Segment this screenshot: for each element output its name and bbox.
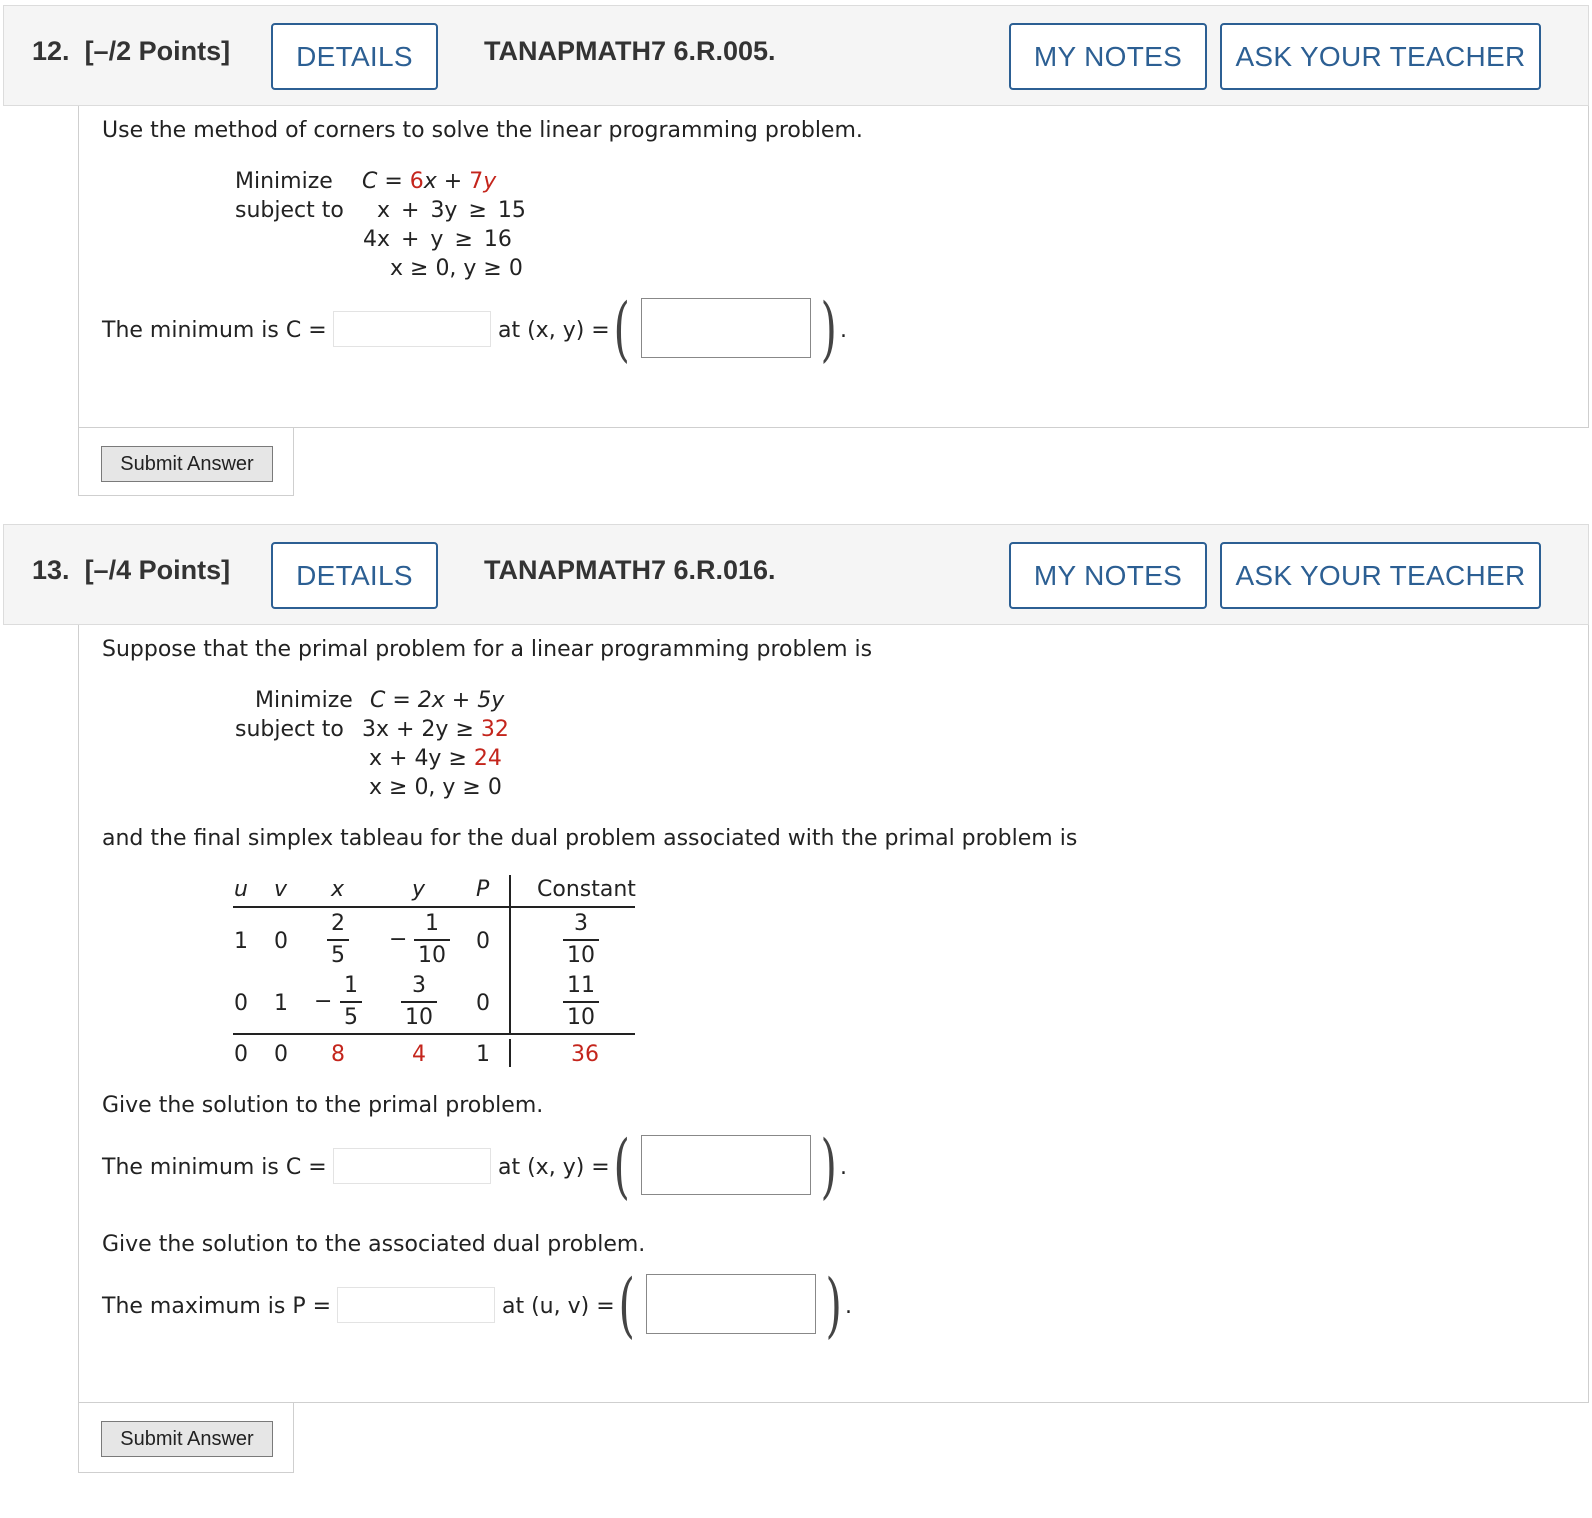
q12-min-label: The minimum is C = xyxy=(102,318,327,343)
tableau-r3-constant: 36 xyxy=(571,1042,599,1067)
q13-dual-prompt: Give the solution to the associated dual problem. xyxy=(102,1232,646,1257)
q13-max-p-input[interactable] xyxy=(337,1287,495,1323)
tableau-r3-u: 0 xyxy=(234,1042,248,1067)
q12-objective: C = 6x + 7y xyxy=(362,169,497,194)
tableau-r2-constant: 11 10 xyxy=(562,971,600,1033)
tableau-r3-p: 1 xyxy=(476,1042,490,1067)
q12-period: . xyxy=(840,318,847,343)
tableau-r2-p: 0 xyxy=(476,991,490,1016)
q12-min-c-input[interactable] xyxy=(333,311,491,347)
tableau-header-p: P xyxy=(476,877,490,902)
q12-left-paren: ( xyxy=(613,288,630,370)
q13-uv-left-paren: ( xyxy=(618,1264,635,1346)
tableau-r3-y: 4 xyxy=(412,1042,426,1067)
q13-constraint-2: x + 4y ≥ 24 xyxy=(369,746,502,771)
q12-at-xy-label: at (x, y) = xyxy=(498,318,610,343)
q13-tableau-intro: and the final simplex tableau for the dual problem associated with the primal problem is xyxy=(102,826,1078,851)
tableau-r1-v: 0 xyxy=(274,929,288,954)
tableau-r2-x: 1 5 xyxy=(338,971,364,1033)
q12-problem-code: TANAPMATH7 6.R.005. xyxy=(484,36,776,66)
tableau-r3-v: 0 xyxy=(274,1042,288,1067)
q12-details-button[interactable]: DETAILS xyxy=(271,23,438,90)
tableau-r1-y-sign: − xyxy=(389,927,408,952)
q13-uv-period: . xyxy=(845,1294,852,1319)
q13-details-button[interactable]: DETAILS xyxy=(271,542,438,609)
tableau-r1-p: 0 xyxy=(476,929,490,954)
tableau-top-rule xyxy=(233,906,635,908)
q13-nonneg-constraint: x ≥ 0, y ≥ 0 xyxy=(369,775,502,800)
tableau-r2-v: 1 xyxy=(274,991,288,1016)
q12-body xyxy=(78,106,1589,428)
q13-xy-right-paren: ) xyxy=(820,1125,837,1207)
q12-subject-to-label: subject to xyxy=(235,198,344,223)
tableau-r2-y: 3 10 xyxy=(400,971,438,1033)
q13-minimize-label: Minimize xyxy=(255,688,353,713)
tableau-header-v: v xyxy=(274,877,288,902)
tableau-r1-y: 1 10 xyxy=(413,909,451,971)
q13-min-label: The minimum is C = xyxy=(102,1155,327,1180)
q13-objective: C = 2x + 5y xyxy=(370,688,505,713)
tableau-header-x: x xyxy=(331,877,345,902)
tableau-header-u: u xyxy=(234,877,248,902)
q12-submit-button[interactable]: Submit Answer xyxy=(101,446,273,482)
q13-xy-input[interactable] xyxy=(641,1135,811,1195)
q13-at-uv-label: at (u, v) = xyxy=(502,1294,615,1319)
q13-uv-input[interactable] xyxy=(646,1274,816,1334)
q13-ask-teacher-button[interactable]: ASK YOUR TEACHER xyxy=(1220,542,1541,609)
q13-xy-period: . xyxy=(840,1155,847,1180)
tableau-r2-x-sign: − xyxy=(314,989,333,1014)
q12-minimize-label: Minimize xyxy=(235,169,333,194)
q13-problem-code: TANAPMATH7 6.R.016. xyxy=(484,555,776,585)
q13-submit-button[interactable]: Submit Answer xyxy=(101,1421,273,1457)
q12-header xyxy=(3,5,1589,106)
q12-tab-corner xyxy=(293,427,294,429)
q12-title: 12. [–/2 Points] xyxy=(32,36,231,66)
q13-primal-prompt: Give the solution to the primal problem. xyxy=(102,1093,544,1118)
q13-min-c-input[interactable] xyxy=(333,1148,491,1184)
q12-xy-input[interactable] xyxy=(641,298,811,358)
q12-constraint-1: x + 3y ≥ 15 xyxy=(377,198,526,223)
q12-constraint-2: 4x + y ≥ 16 xyxy=(363,227,512,252)
tableau-r3-x: 8 xyxy=(331,1042,345,1067)
q13-subject-to-label: subject to xyxy=(235,717,344,742)
tableau-bottom-rule xyxy=(233,1033,635,1035)
q13-max-label: The maximum is P = xyxy=(102,1294,332,1319)
q13-at-xy-label: at (x, y) = xyxy=(498,1155,610,1180)
q13-header xyxy=(3,524,1589,625)
tableau-r1-u: 1 xyxy=(234,929,248,954)
q13-prompt: Suppose that the primal problem for a linear programming problem is xyxy=(102,637,873,662)
q12-prompt: Use the method of corners to solve the linear programming problem. xyxy=(102,118,863,143)
q12-nonneg-constraint: x ≥ 0, y ≥ 0 xyxy=(390,256,523,281)
q13-my-notes-button[interactable]: MY NOTES xyxy=(1009,542,1207,609)
q13-constraint-1: 3x + 2y ≥ 32 xyxy=(362,717,509,742)
tableau-r2-u: 0 xyxy=(234,991,248,1016)
tableau-header-constant: Constant xyxy=(537,877,636,902)
q12-my-notes-button[interactable]: MY NOTES xyxy=(1009,23,1207,90)
q13-xy-left-paren: ( xyxy=(613,1125,630,1207)
tableau-r1-constant: 3 10 xyxy=(562,909,600,971)
q12-right-paren: ) xyxy=(820,288,837,370)
q12-ask-teacher-button[interactable]: ASK YOUR TEACHER xyxy=(1220,23,1541,90)
tableau-r1-x: 2 5 xyxy=(325,909,351,971)
q13-uv-right-paren: ) xyxy=(825,1264,842,1346)
q13-title: 13. [–/4 Points] xyxy=(32,555,231,585)
tableau-vertical-rule xyxy=(509,875,511,1034)
tableau-vertical-rule-bottom xyxy=(509,1039,511,1067)
tableau-header-y: y xyxy=(412,877,426,902)
